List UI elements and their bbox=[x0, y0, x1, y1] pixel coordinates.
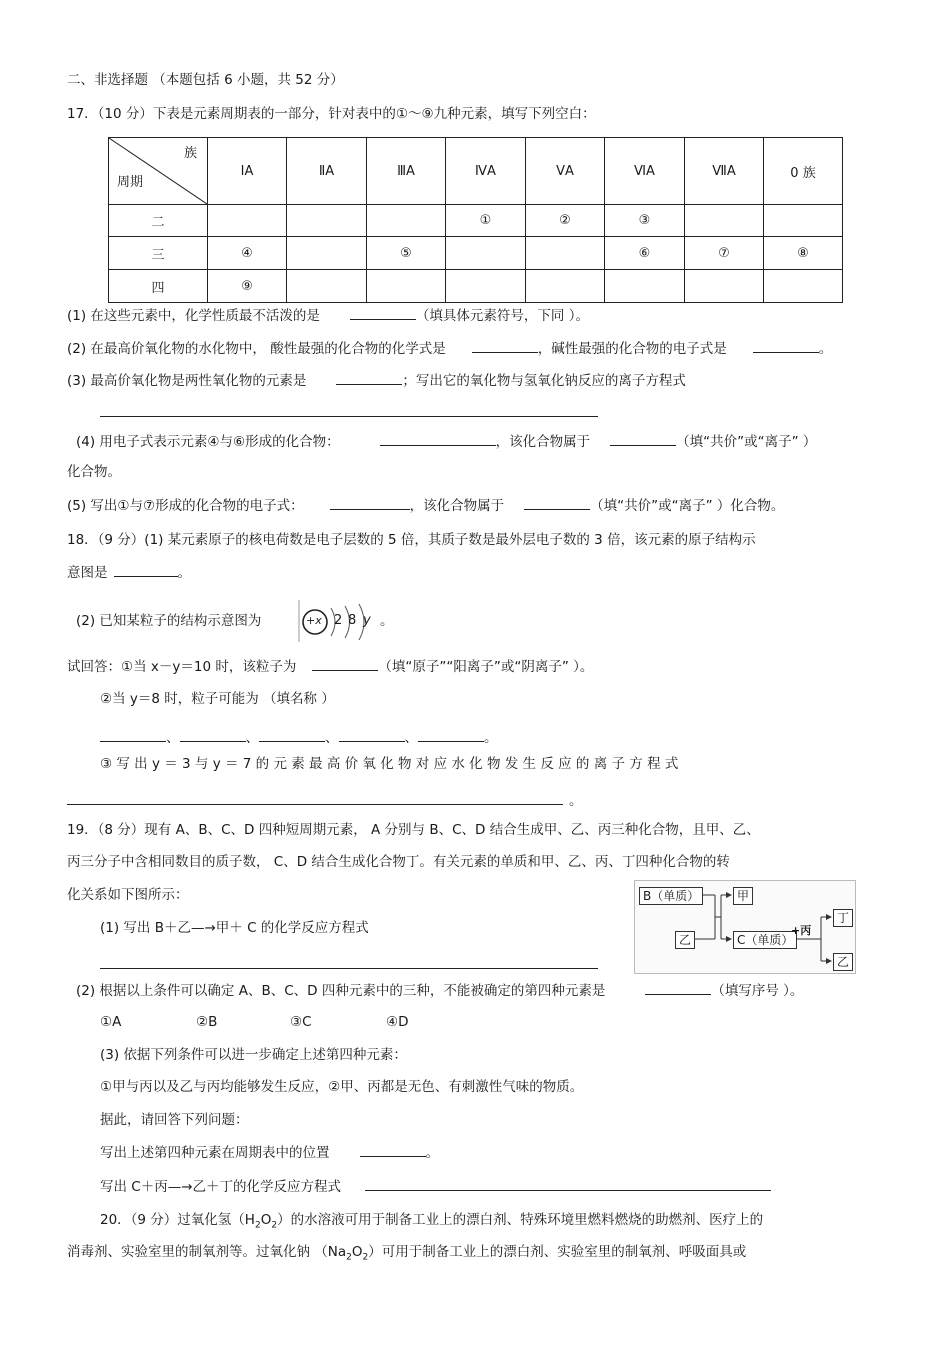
separator: 、 bbox=[166, 730, 180, 746]
node-b-element: B（单质） bbox=[639, 887, 703, 905]
q17-part3-text2: ；写出它的氧化物与氢氧化钠反应的离子方程式 bbox=[402, 373, 686, 389]
subscript: 2 bbox=[254, 1220, 261, 1231]
q19-part3: (3) 依据下列条件可以进一步确定上述第四种元素： bbox=[100, 1047, 407, 1063]
answer-line[interactable] bbox=[100, 416, 598, 417]
node-c-element: C（单质） bbox=[733, 931, 797, 949]
period-cell: 二 bbox=[109, 205, 208, 237]
answer-blank[interactable] bbox=[753, 338, 819, 353]
element-cell bbox=[208, 205, 287, 237]
element-cell bbox=[764, 270, 843, 303]
q18-line1: 18．（9 分）(1) 某元素原子的核电荷数是电子层数的 5 倍，其质子数是最外层电子数的 3 倍，该元素的原子结构示 bbox=[67, 532, 756, 548]
header-cell: ⅣA bbox=[446, 138, 526, 205]
answer-blank[interactable] bbox=[312, 656, 378, 671]
header-cell: ⅤA bbox=[526, 138, 605, 205]
end-mark: 。 bbox=[569, 793, 583, 809]
q17-part2-text2: ，碱性最强的化合物的电子式是 bbox=[537, 341, 727, 357]
answer-blank[interactable] bbox=[360, 1142, 426, 1157]
element-cell bbox=[685, 205, 764, 237]
q18-part3 bbox=[67, 656, 593, 677]
q20-line1-text2: O bbox=[260, 1212, 272, 1228]
separator: 、 bbox=[325, 730, 339, 746]
element-cell bbox=[367, 205, 446, 237]
answer-blank[interactable] bbox=[472, 338, 538, 353]
subscript: 2 bbox=[346, 1252, 352, 1263]
q19-line3: 化关系如下图所示： bbox=[67, 887, 189, 903]
answer-blank[interactable] bbox=[339, 727, 405, 742]
element-cell bbox=[287, 270, 367, 303]
corner-period-label: 周期 bbox=[117, 175, 144, 190]
q20-line2-text3: ）可用于制备工业上的漂白剂、实验室里的制氧剂、呼吸面具或 bbox=[368, 1244, 747, 1260]
particle-structure-diagram bbox=[297, 596, 383, 646]
answer-blank[interactable] bbox=[610, 431, 676, 446]
option-a[interactable]: ①A bbox=[100, 1014, 122, 1030]
atom-nucleus-label: +x bbox=[306, 614, 322, 627]
separator: 、 bbox=[404, 730, 418, 746]
element-cell bbox=[287, 205, 367, 237]
q18-part4: ②当 y＝8 时，粒子可能为 （填名称 ） bbox=[100, 691, 335, 707]
answer-blank[interactable] bbox=[645, 980, 711, 995]
q19-part2-note: （填写序号 ）。 bbox=[711, 983, 804, 999]
answer-blank[interactable] bbox=[259, 727, 325, 742]
q17-part3 bbox=[67, 370, 686, 391]
subscript: 2 bbox=[271, 1220, 278, 1231]
q19-part5: 据此，请回答下列问题： bbox=[100, 1112, 249, 1128]
header-cell: ⅥA bbox=[605, 138, 685, 205]
answer-blank[interactable] bbox=[67, 790, 563, 805]
q17-part1-text: (1) 在这些元素中，化学性质最不活泼的是 bbox=[67, 308, 320, 324]
answer-blank[interactable] bbox=[418, 727, 484, 742]
header-cell: ⅡA bbox=[287, 138, 367, 205]
q20-line1-text: 20．（9 分）过氧化氢（H bbox=[100, 1212, 255, 1228]
answer-blank[interactable] bbox=[365, 1176, 771, 1191]
node-yi-left: 乙 bbox=[675, 931, 695, 949]
header-cell: ⅢA bbox=[367, 138, 446, 205]
element-cell: ⑧ bbox=[764, 237, 843, 270]
element-cell: ⑨ bbox=[208, 270, 287, 303]
q17-part5 bbox=[67, 495, 784, 516]
q20-line2-text2: O bbox=[351, 1244, 363, 1260]
q20-line1 bbox=[100, 1210, 763, 1236]
option-c[interactable]: ③C bbox=[290, 1014, 312, 1030]
element-cell bbox=[287, 237, 367, 270]
q17-part3-text: (3) 最高价氧化物是两性氧化物的元素是 bbox=[67, 373, 307, 389]
q17-part4-note: （填“共价”或“离子” ） bbox=[676, 434, 817, 450]
q17-part1 bbox=[67, 305, 589, 326]
answer-blank[interactable] bbox=[524, 495, 590, 510]
answer-blank[interactable] bbox=[180, 727, 246, 742]
element-cell: ⑤ bbox=[367, 237, 446, 270]
element-cell bbox=[526, 237, 605, 270]
q20-line1-text3: ）的水溶液可用于制备工业上的漂白剂、特殊环境里燃料燃烧的助燃剂、医疗上的 bbox=[277, 1212, 764, 1228]
separator: 、 bbox=[245, 730, 259, 746]
q18-part6: ③ 写 出 y ＝ 3 与 y ＝ 7 的 元 素 最 高 价 氧 化 物 对 应 水 化 物 发 生 反 应 的 离 子 方 程 式 bbox=[100, 756, 679, 772]
element-cell: ③ bbox=[605, 205, 685, 237]
corner-group-label: 族 bbox=[183, 146, 197, 161]
atom-shell-3: y bbox=[363, 613, 371, 628]
option-d[interactable]: ④D bbox=[386, 1014, 409, 1030]
q19-part6-end: 。 bbox=[425, 1145, 439, 1161]
q17-part2 bbox=[67, 338, 832, 359]
q17-part5-text: (5) 写出①与⑦形成的化合物的电子式： bbox=[67, 498, 304, 514]
q18-part6-answer bbox=[67, 790, 583, 811]
q17-part2-end: 。 bbox=[818, 341, 833, 357]
q18-line2-text: 意图是 bbox=[67, 565, 108, 581]
period-cell: 三 bbox=[109, 237, 208, 270]
option-b[interactable]: ②B bbox=[196, 1014, 218, 1030]
q20-line2-text: 消毒剂、实验室里的制氧剂等。过氧化钠 （Na bbox=[67, 1244, 347, 1260]
q19-options bbox=[100, 1012, 446, 1032]
element-cell bbox=[526, 270, 605, 303]
q17-part4-text2: ，该化合物属于 bbox=[495, 434, 591, 450]
element-cell bbox=[685, 270, 764, 303]
q19-part1: (1) 写出 B＋乙—→甲＋ C 的化学反应方程式 bbox=[100, 920, 369, 936]
q17-part5-note: （填“共价”或“离子” ）化合物。 bbox=[590, 498, 785, 514]
header-cell: 0 族 bbox=[764, 138, 843, 205]
element-cell bbox=[605, 270, 685, 303]
element-cell: ① bbox=[446, 205, 526, 237]
answer-blank[interactable] bbox=[330, 495, 410, 510]
answer-blank[interactable] bbox=[100, 727, 166, 742]
q19-part2 bbox=[76, 980, 803, 1001]
element-cell: ⑥ bbox=[605, 237, 685, 270]
q17-part2-text: (2) 在最高价氧化物的水化物中， 酸性最强的化合物的化学式是 bbox=[67, 341, 446, 357]
q17-part5-text2: ，该化合物属于 bbox=[409, 498, 505, 514]
subscript: 2 bbox=[362, 1252, 369, 1263]
header-cell: ⅦA bbox=[685, 138, 764, 205]
answer-blank[interactable] bbox=[350, 305, 416, 320]
period-cell: 四 bbox=[109, 270, 208, 303]
answer-blank[interactable] bbox=[336, 370, 402, 385]
q19-part4: ①甲与丙以及乙与丙均能够发生反应，②甲、丙都是无色、有刺激性气味的物质。 bbox=[100, 1079, 584, 1095]
node-jia: 甲 bbox=[733, 887, 753, 905]
periodic-table bbox=[108, 137, 843, 303]
q18-part5 bbox=[100, 727, 498, 748]
q19-part7 bbox=[100, 1176, 771, 1197]
element-cell bbox=[446, 237, 526, 270]
q19-part2-text: (2) 根据以上条件可以确定 A、B、C、D 四种元素中的三种，不能被确定的第四种元素是 bbox=[76, 983, 606, 999]
element-cell: ② bbox=[526, 205, 605, 237]
q17-part4 bbox=[76, 431, 816, 452]
table-corner-cell bbox=[109, 138, 208, 205]
q18-line2 bbox=[67, 562, 191, 583]
q17-part1-note: （填具体元素符号，下同 ）。 bbox=[415, 308, 589, 324]
q18-part3-text: 试回答：①当 x－y＝10 时，该粒子为 bbox=[67, 659, 297, 675]
q17-intro: 17．（10 分）下表是元素周期表的一部分，针对表中的①～⑨九种元素，填写下列空白： bbox=[67, 106, 596, 122]
element-cell bbox=[367, 270, 446, 303]
q18-part3-note: （填“原子”“阳离子”或“阴离子” ）。 bbox=[378, 659, 594, 675]
q20-line2 bbox=[67, 1242, 746, 1268]
node-yi-right: 乙 bbox=[833, 953, 853, 971]
conversion-flow-diagram bbox=[634, 880, 856, 974]
reagent-bing-label: +丙 bbox=[791, 924, 812, 937]
element-cell bbox=[764, 205, 843, 237]
element-cell bbox=[446, 270, 526, 303]
q19-line1: 19．（8 分）现有 A、B、C、D 四种短周期元素， A 分别与 B、C、D 结合生成甲、乙、丙三种化合物，且甲、乙、 bbox=[67, 822, 760, 838]
atom-shell-1: 2 bbox=[334, 613, 343, 628]
q18-part2-end: 。 bbox=[380, 613, 394, 629]
element-cell: ④ bbox=[208, 237, 287, 270]
answer-line[interactable] bbox=[100, 968, 598, 969]
q19-line2: 丙三分子中含相同数目的质子数， C、D 结合生成化合物丁。有关元素的单质和甲、乙、丙、丁四种化合物的转 bbox=[67, 854, 730, 870]
q18-part2: (2) 已知某粒子的结构示意图为 bbox=[76, 613, 262, 629]
header-cell: ⅠA bbox=[208, 138, 287, 205]
q17-part4-text: (4) 用电子式表示元素④与⑥形成的化合物： bbox=[76, 434, 340, 450]
q19-part6-text: 写出上述第四种元素在周期表中的位置 bbox=[100, 1145, 330, 1161]
q18-line2-end: 。 bbox=[177, 565, 191, 581]
section-title: 二、非选择题 （本题包括 6 小题，共 52 分） bbox=[67, 72, 344, 88]
q17-part4-cont: 化合物。 bbox=[67, 464, 121, 480]
end-mark: 。 bbox=[484, 730, 498, 746]
element-cell: ⑦ bbox=[685, 237, 764, 270]
node-ding: 丁 bbox=[833, 909, 853, 927]
q19-part7-text: 写出 C＋丙—→乙＋丁的化学反应方程式 bbox=[100, 1179, 342, 1195]
atom-shell-2: 8 bbox=[348, 613, 357, 628]
answer-blank[interactable] bbox=[380, 431, 496, 446]
answer-blank[interactable] bbox=[114, 562, 178, 577]
q19-part6 bbox=[100, 1142, 439, 1163]
